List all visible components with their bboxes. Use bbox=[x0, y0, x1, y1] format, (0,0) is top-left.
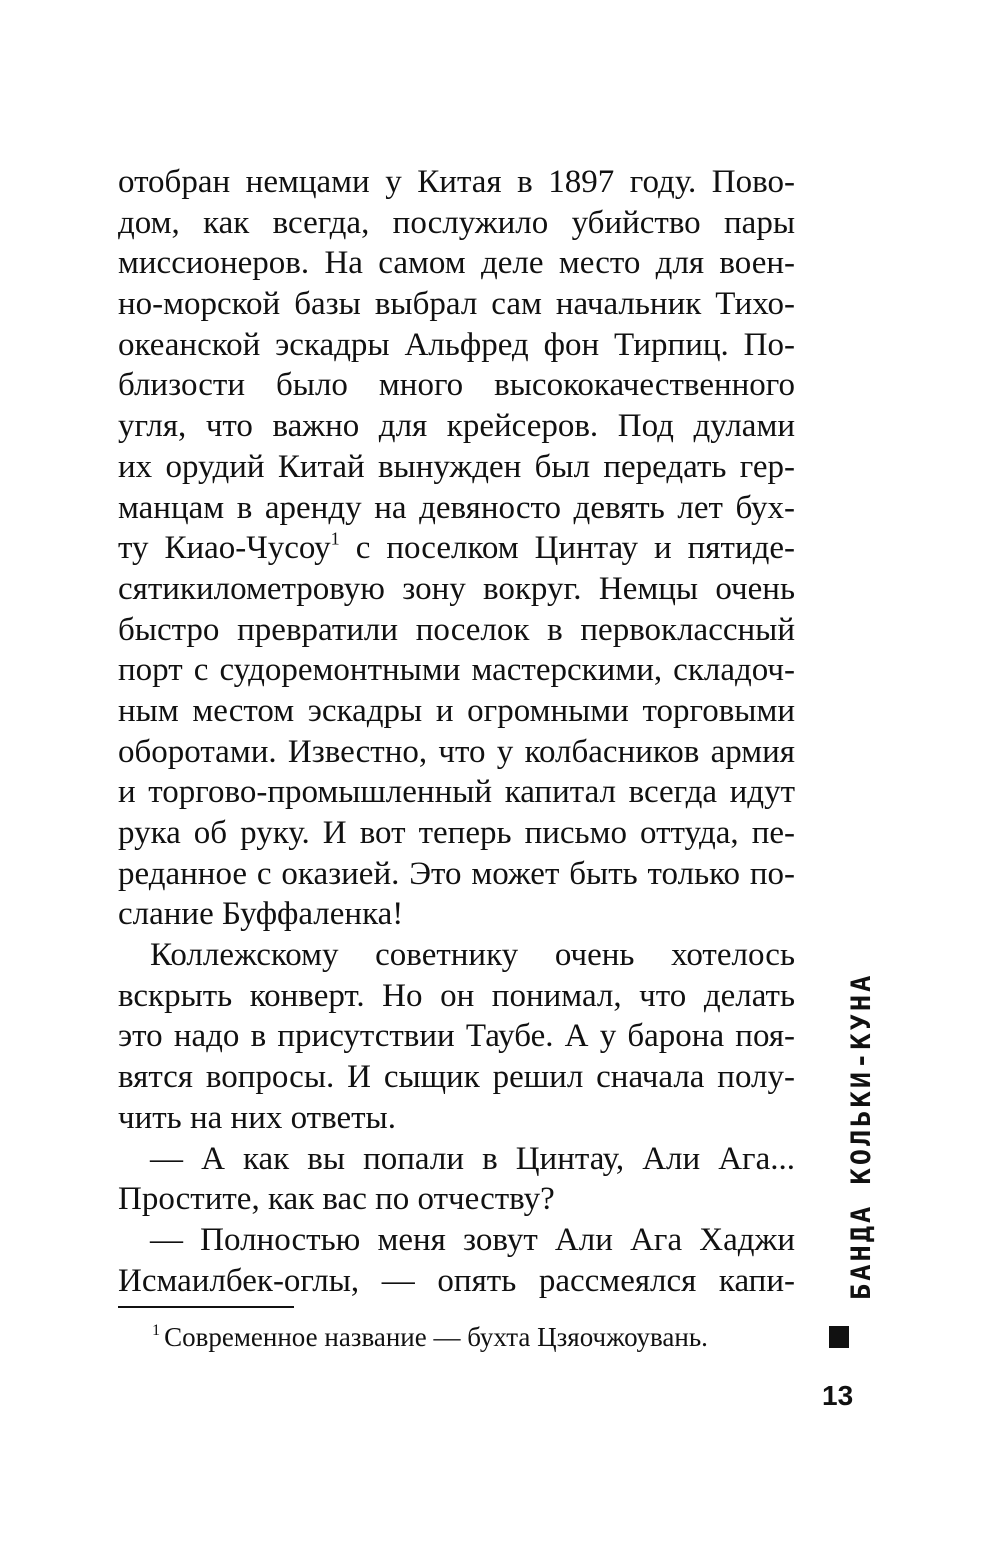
text-line: их орудий Китай вынужден был передать гер- bbox=[118, 448, 795, 485]
text-line: но-морской базы выбрал сам начальник Тихо- bbox=[118, 286, 795, 323]
text-fragment: с поселком Цинтау и пятиде- bbox=[339, 530, 795, 567]
dialogue-line: — А как вы попали в Цинтау, Али Ага... bbox=[150, 1140, 795, 1177]
text-line: порт с судоремонтными мастерскими, складоч- bbox=[118, 652, 795, 689]
dialogue-line: — Полностью меня зовут Али Ага Хаджи bbox=[150, 1221, 795, 1258]
text-line: Исмаилбек-оглы, — опять рассмеялся капи- bbox=[118, 1262, 795, 1299]
text-line: миссионеров. На самом деле место для воен- bbox=[118, 245, 795, 282]
text-line: манцам в аренду на девяносто девять лет бух- bbox=[118, 489, 795, 526]
text-line: угля, что важно для крейсеров. Под дулами bbox=[118, 408, 795, 445]
text-line: сятикилометровую зону вокруг. Немцы очень bbox=[118, 570, 795, 607]
text-line: океанской эскадры Альфред фон Тирпиц. По- bbox=[118, 326, 795, 363]
footnote-marker: 1 bbox=[152, 1320, 161, 1339]
page-number: 13 bbox=[822, 1380, 854, 1411]
text-line: быстро превратили поселок в первоклассный bbox=[118, 611, 795, 648]
text-line: вятся вопросы. И сыщик решил сначала полу- bbox=[118, 1059, 795, 1096]
text-line: слание Буффаленка! bbox=[118, 896, 404, 933]
page-body-text bbox=[118, 162, 795, 1301]
text-line-with-footnote-ref bbox=[118, 528, 795, 569]
text-line: это надо в присутствии Таубе. А у барона поя- bbox=[118, 1018, 795, 1055]
paragraph-first-line: Коллежскому советнику очень хотелось bbox=[150, 937, 795, 974]
text-line: вскрыть конверт. Но он понимал, что делать bbox=[118, 977, 795, 1014]
text-fragment: ту Киао-Чусоу bbox=[118, 530, 331, 567]
text-line: рука об руку. И вот теперь письмо оттуда, пе- bbox=[118, 815, 795, 851]
footnote-text: Современное название — бухта Цзяочжоувань. bbox=[164, 1322, 708, 1352]
footnote-reference: 1 bbox=[330, 528, 340, 549]
text-line: и торгово-промышленный капитал всегда идут bbox=[118, 774, 795, 811]
running-title: БАНДА КОЛЬКИ-КУНА bbox=[846, 972, 877, 1300]
text-line: отобран немцами у Китая в 1897 году. Пово- bbox=[118, 164, 795, 200]
footnote bbox=[152, 1320, 708, 1354]
text-line: дом, как всегда, послужило убийство пары bbox=[118, 204, 795, 241]
text-line: Простите, как вас по отчеству? bbox=[118, 1181, 555, 1218]
text-line: чить на них ответы. bbox=[118, 1099, 396, 1136]
square-marker-icon bbox=[829, 1326, 849, 1348]
text-line: ным местом эскадры и огромными торговыми bbox=[118, 692, 795, 729]
text-line: реданное с оказией. Это может быть только по- bbox=[118, 855, 795, 892]
text-line: оборотами. Известно, что у колбасников армия bbox=[118, 733, 795, 770]
text-line: близости было много высококачественного bbox=[118, 367, 795, 404]
footnote-divider bbox=[118, 1306, 294, 1308]
